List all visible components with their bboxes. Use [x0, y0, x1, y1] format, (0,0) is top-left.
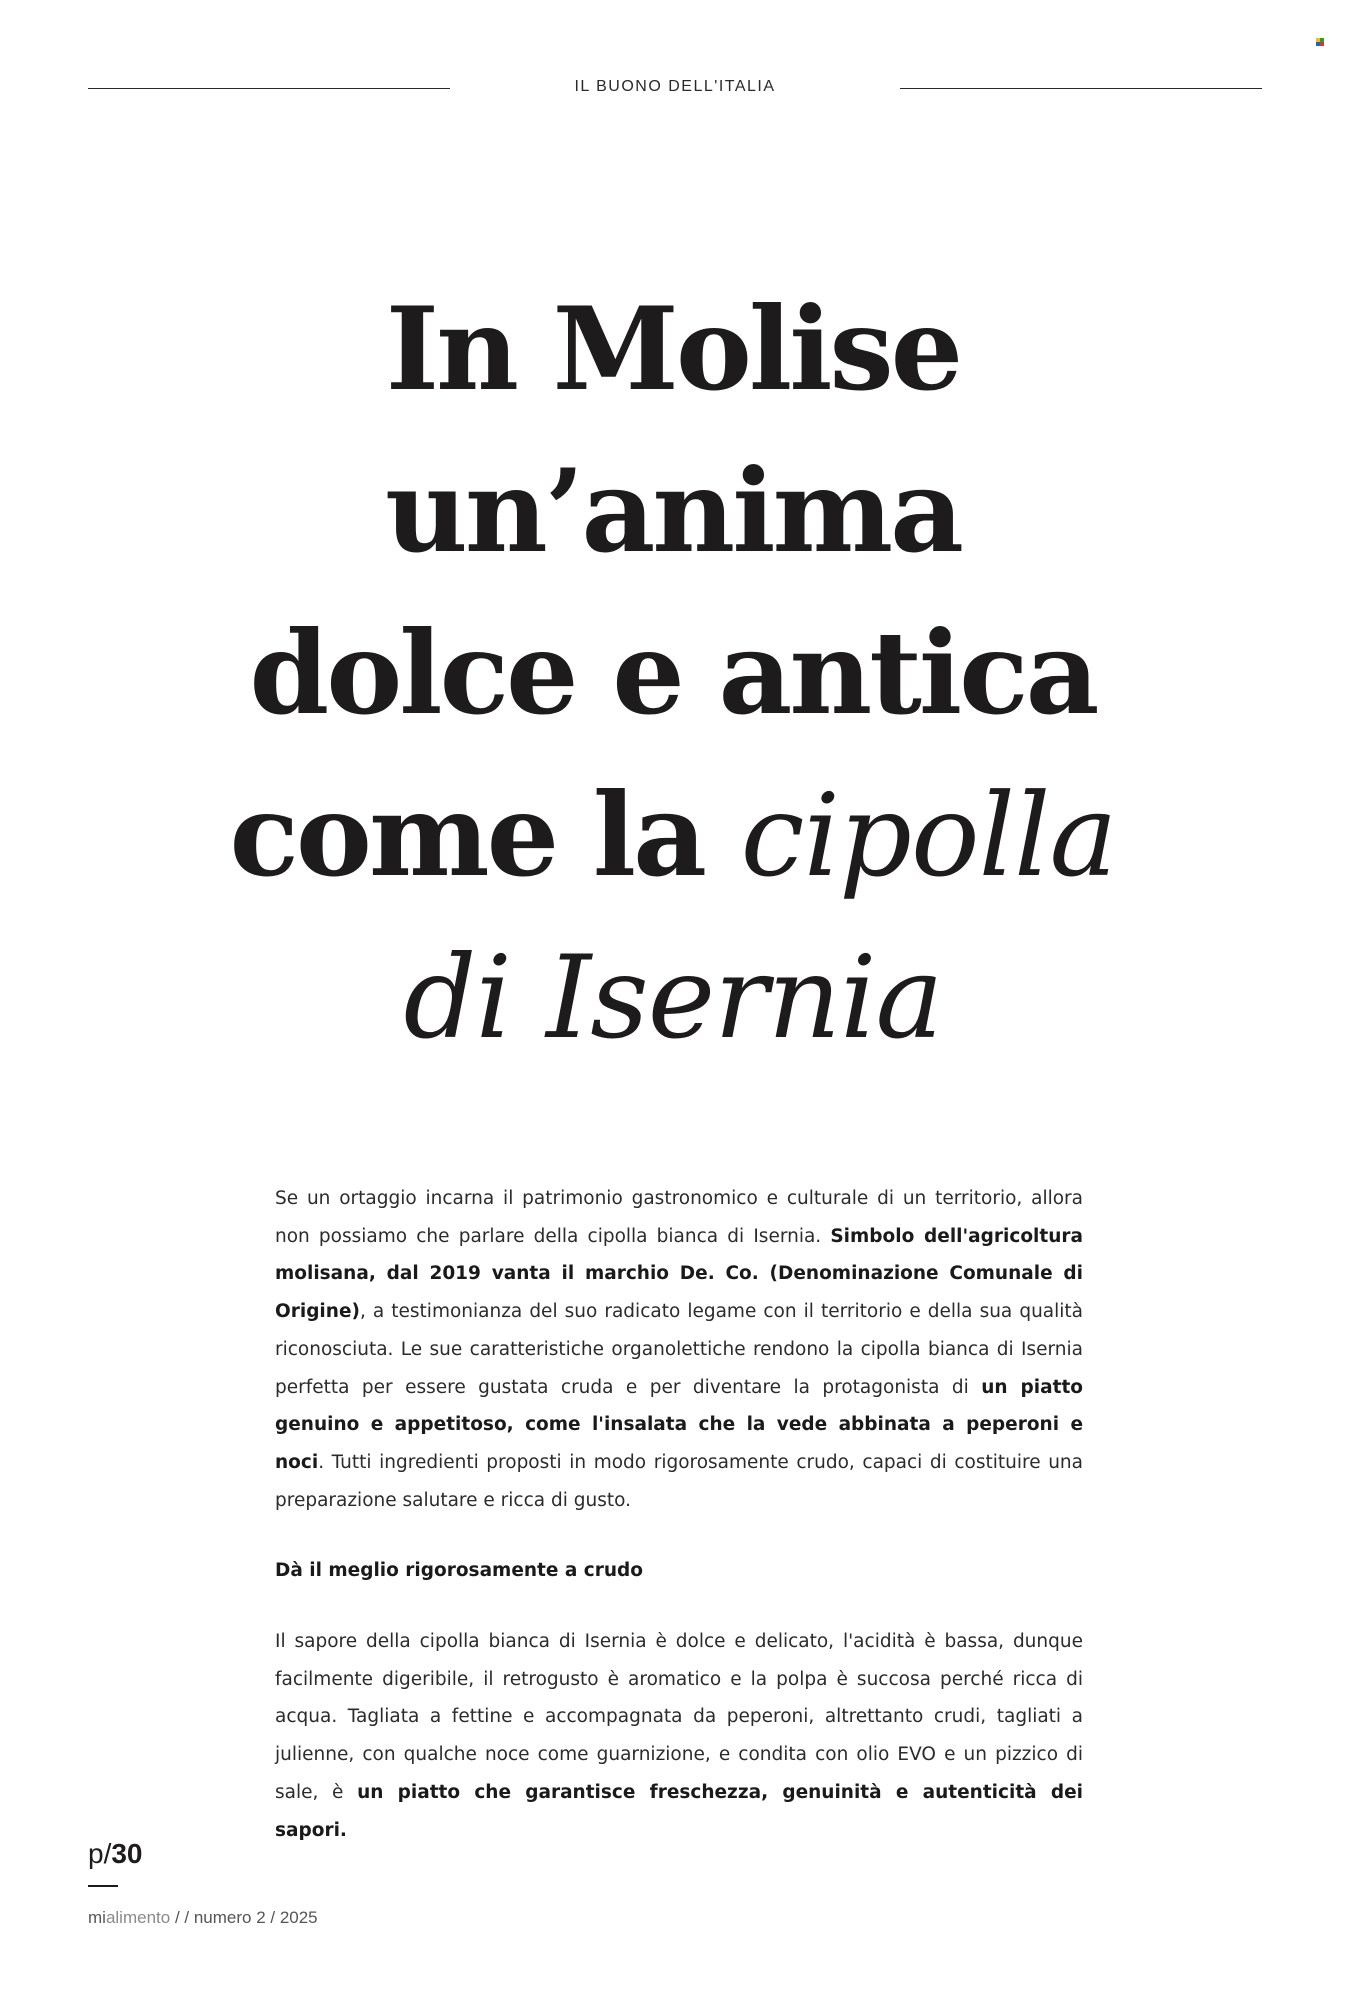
p2-bold-1: un piatto che garantisce freschezza, genuinità e autenticità dei sapori. [275, 1781, 1083, 1841]
brand-alimento: alimento [105, 1908, 171, 1927]
article-body [275, 1180, 1083, 1849]
article-paragraph-2 [275, 1623, 1083, 1849]
page-prefix: p/ [88, 1838, 112, 1869]
p1-text-3: . Tutti ingredienti proposti in modo rigorosamente crudo, capaci di costituire una preparazione salutare e ricca di gusto. [275, 1451, 1083, 1511]
article-subheading: Dà il meglio rigorosamente a crudo [275, 1560, 644, 1582]
page-number-value: 30 [111, 1838, 143, 1869]
headline-line-5: di Isernia [403, 931, 943, 1064]
issue-info: / / numero 2 / 2025 [170, 1908, 318, 1927]
section-header [88, 78, 1262, 108]
p1-bold-1: Simbolo dell'agricoltura molisana, dal 2019 vanta il marchio De. Co. (Denominazione Comunale di Origine) [275, 1225, 1083, 1323]
p1-text-1: Se un ortaggio incarna il patrimonio gastronomico e culturale di un territorio, allora non possiamo che parlare della cipolla bianca di Isernia. [275, 1188, 1083, 1247]
p2-text-1: Il sapore della cipolla bianca di Isernia è dolce e delicato, l'acidità è bassa, dunque facilmente digeribile, il retrogusto è aromatico e la polpa è succosa perché ricca di acqua. Tagliata a fettine e accompagnata da peperoni, altrettanto crudi, tagliati a julienne, con qualche noce come guarnizione, e condita con olio EVO e un pizzico di sale, è [275, 1631, 1083, 1803]
article-paragraph-1 [275, 1180, 1083, 1519]
p1-text-2: , a testimonianza del suo radicato legame con il territorio e della sua qualità riconosciuta. Le sue caratteristiche organolettiche rendono la cipolla bianca di Isernia perfetta per essere gustata cruda e per diventare la protagonista di [275, 1301, 1083, 1398]
page-number-rule [88, 1885, 118, 1887]
brand-mi: mi [88, 1908, 106, 1927]
magazine-issue-line [88, 1908, 318, 1928]
section-label: IL BUONO DELL'ITALIA [574, 78, 776, 95]
header-rule-right [900, 88, 1262, 89]
headline-line-4 [40, 754, 1306, 917]
headline-line-4-regular: come la [229, 768, 741, 902]
headline-line-4-italic: cipolla [740, 769, 1117, 902]
corner-color-mark [1316, 38, 1326, 46]
p1-bold-2: un piatto genuino e appetitoso, come l'insalata che la vede abbinata a peperoni e noci [275, 1376, 1083, 1473]
page-number [88, 1838, 143, 1870]
headline-line-3: dolce e antica [249, 606, 1097, 740]
headline-line-1: In Molise [385, 282, 961, 416]
headline-line-2: un’anima [384, 444, 961, 578]
article-headline [40, 268, 1306, 1079]
